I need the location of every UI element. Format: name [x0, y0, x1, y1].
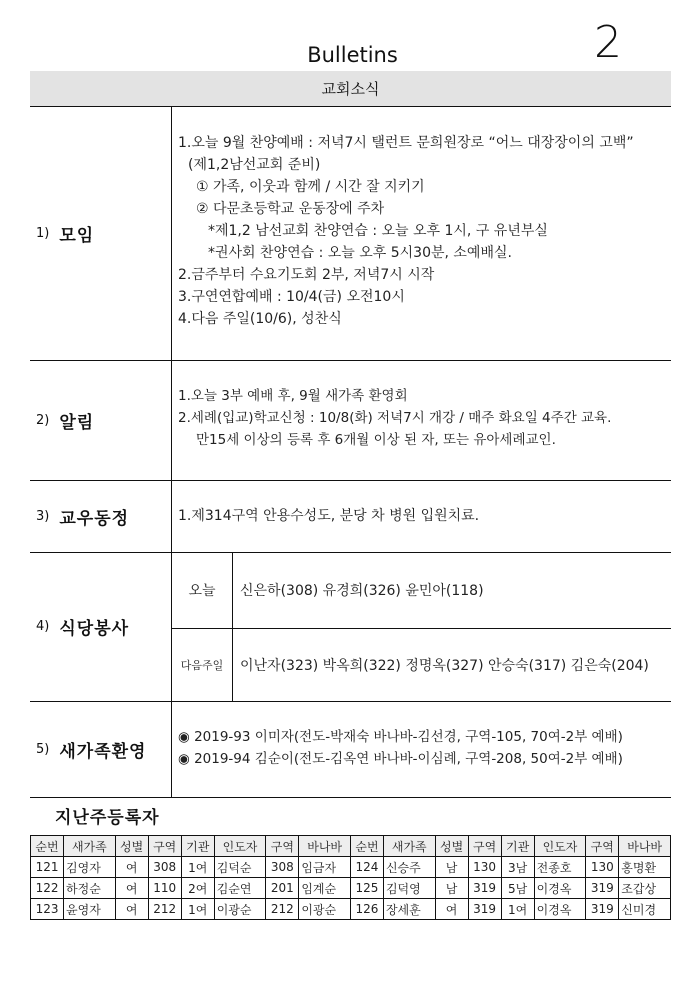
content-line: 2.금주부터 수요기도회 2부, 저녁7시 시작 [178, 267, 435, 283]
content-line: 2019-94 김순이(전도-김옥연 바나바-이심례, 구역-208, 50여-2부 예배) [194, 751, 623, 767]
content-line: 1.오늘 3부 예배 후, 9월 새가족 환영회 [178, 388, 408, 404]
table-cell: 110 [148, 878, 181, 899]
table-cell: 김덕순 [214, 857, 266, 878]
table-cell: 여 [435, 899, 468, 920]
table-row [31, 857, 671, 878]
service-names-today: 신은하(308) 유경희(326) 윤민아(118) [240, 583, 484, 599]
content-line: *제1,2 남선교회 찬양연습 : 오늘 오후 1시, 구 유년부실 [208, 223, 548, 239]
table-cell: 319 [468, 899, 501, 920]
section-content-member-news [178, 505, 668, 527]
content-line: 만15세 이상의 등록 후 6개월 이상 된 자, 또는 유아세례교인. [196, 432, 556, 448]
table-cell: 남 [435, 857, 468, 878]
column-header: 순번 [350, 836, 383, 857]
table-cell: 1여 [501, 899, 534, 920]
table-cell: 장세훈 [383, 899, 435, 920]
column-header: 성별 [435, 836, 468, 857]
content-line: 2.세례(입교)학교신청 : 10/8(화) 저녁7시 개강 / 매주 화요일 4주간 교육. [178, 410, 612, 426]
column-header: 성별 [115, 836, 148, 857]
section-number: 5) [36, 741, 50, 757]
table-cell: 이경옥 [534, 878, 586, 899]
section-number: 3) [36, 508, 50, 524]
table-cell: 1여 [181, 857, 214, 878]
row-divider [30, 797, 671, 798]
table-cell: 신미경 [619, 899, 671, 920]
section-title: 식당봉사 [59, 619, 130, 639]
page-number: 2 [594, 17, 622, 68]
section-title: 모임 [59, 226, 95, 246]
table-cell: 전종호 [534, 857, 586, 878]
table-cell: 3남 [501, 857, 534, 878]
content-line: 3.구연연합예배 : 10/4(금) 오전10시 [178, 289, 405, 305]
table-cell: 김순연 [214, 878, 266, 899]
table-cell: 임금자 [299, 857, 351, 878]
table-cell: 126 [350, 899, 383, 920]
service-when-today: 오늘 [188, 583, 216, 599]
content-line: *권사회 찬양연습 : 오늘 오후 5시30분, 소예배실. [208, 245, 512, 261]
content-line: ② 다문초등학교 운동장에 주차 [196, 201, 385, 217]
column-header: 순번 [31, 836, 64, 857]
section-title: 교우동정 [59, 508, 130, 529]
column-header: 기관 [181, 836, 214, 857]
table-row [31, 899, 671, 920]
column-header: 구역 [148, 836, 181, 857]
registrants-table [30, 835, 671, 920]
table-cell: 하정순 [64, 878, 116, 899]
table-cell: 2여 [181, 878, 214, 899]
radio-bullet-icon: ◉ [178, 729, 190, 745]
column-divider [232, 552, 233, 701]
section-number: 1) [36, 226, 50, 241]
section-label-meeting [36, 107, 166, 360]
table-cell: 윤영자 [64, 899, 116, 920]
table-cell: 125 [350, 878, 383, 899]
section-number: 4) [36, 619, 50, 634]
section-band-title: 교회소식 [30, 71, 671, 107]
service-names-next-sunday: 이난자(323) 박옥희(322) 정명옥(327) 안승숙(317) 김은숙(204) [240, 657, 649, 674]
column-header: 기관 [501, 836, 534, 857]
table-cell: 130 [468, 857, 501, 878]
table-cell: 여 [115, 899, 148, 920]
section-number: 2) [36, 412, 50, 428]
content-line: (제1,2남선교회 준비) [188, 157, 321, 173]
table-cell: 123 [31, 899, 64, 920]
section-title: 새가족환영 [59, 741, 147, 762]
section-content-new-family [178, 726, 668, 770]
column-header: 구역 [586, 836, 619, 857]
table-cell: 조갑상 [619, 878, 671, 899]
table-cell: 319 [468, 878, 501, 899]
table-cell: 남 [435, 878, 468, 899]
table-cell: 212 [148, 899, 181, 920]
content-line: ① 가족, 이웃과 함께 / 시간 잘 지키기 [196, 179, 425, 195]
table-cell: 이경옥 [534, 899, 586, 920]
column-header: 바나바 [619, 836, 671, 857]
section-content-notice [178, 385, 668, 451]
radio-bullet-icon: ◉ [178, 751, 190, 767]
content-line: 4.다음 주일(10/6), 성찬식 [178, 311, 342, 327]
table-cell: 308 [266, 857, 299, 878]
table-cell: 319 [586, 878, 619, 899]
section-title: 알림 [59, 412, 95, 433]
section-label-notice [36, 360, 166, 480]
section-content-meeting [178, 132, 668, 330]
table-cell: 121 [31, 857, 64, 878]
service-when-next-sunday: 다음주일 [180, 658, 224, 672]
table-cell: 124 [350, 857, 383, 878]
table-cell: 김영자 [64, 857, 116, 878]
column-header: 바나바 [299, 836, 351, 857]
table-cell: 김덕영 [383, 878, 435, 899]
table-cell: 이광순 [299, 899, 351, 920]
section-label-kitchen-service [36, 552, 166, 701]
column-header: 구역 [468, 836, 501, 857]
table-cell: 201 [266, 878, 299, 899]
column-header: 인도자 [214, 836, 266, 857]
content-line: 1.제314구역 안용수성도, 분당 차 병원 입원치료. [178, 508, 480, 524]
table-cell: 이광순 [214, 899, 266, 920]
table-cell: 임계순 [299, 878, 351, 899]
column-header: 구역 [266, 836, 299, 857]
table-cell: 여 [115, 878, 148, 899]
table-cell: 신승주 [383, 857, 435, 878]
column-header: 새가족 [383, 836, 435, 857]
table-cell: 홍명환 [619, 857, 671, 878]
column-header: 새가족 [64, 836, 116, 857]
table-cell: 122 [31, 878, 64, 899]
section-label-member-news [36, 480, 166, 552]
content-line: 2019-93 이미자(전도-박재숙 바나바-김선경, 구역-105, 70여-2부 예배) [194, 729, 623, 745]
table-cell: 130 [586, 857, 619, 878]
page-title: Bulletins [307, 43, 398, 67]
table-header-row [31, 836, 671, 857]
content-line: 1.오늘 9월 찬양예배 : 저녁7시 탤런트 문희원장로 “어느 대장장이의 고백” [178, 135, 634, 151]
table-cell: 여 [115, 857, 148, 878]
table-row [31, 878, 671, 899]
registrants-heading: 지난주등록자 [55, 808, 160, 828]
section-label-new-family [36, 701, 166, 797]
table-cell: 5남 [501, 878, 534, 899]
table-cell: 308 [148, 857, 181, 878]
table-cell: 1여 [181, 899, 214, 920]
table-cell: 212 [266, 899, 299, 920]
column-header: 인도자 [534, 836, 586, 857]
table-cell: 319 [586, 899, 619, 920]
